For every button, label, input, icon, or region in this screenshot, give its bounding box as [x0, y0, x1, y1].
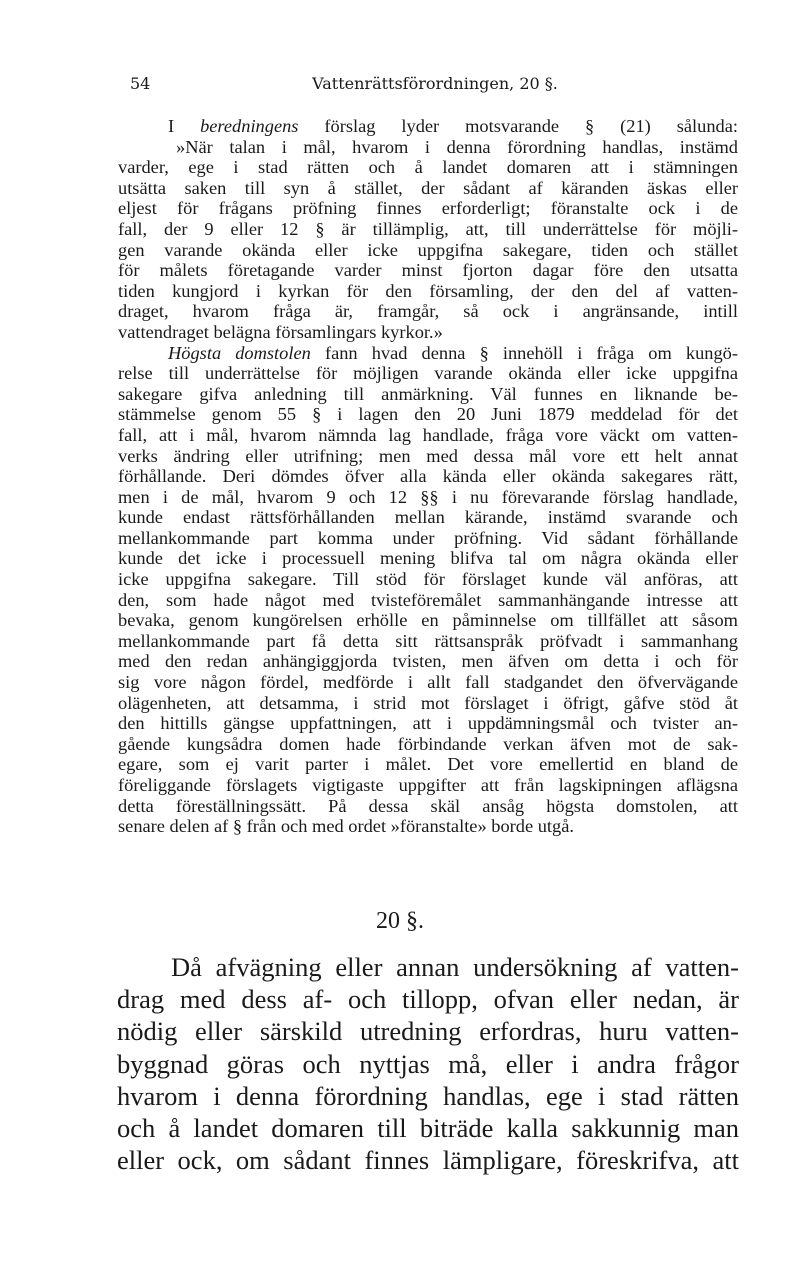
intro-line: I beredningens förslag lyder motsvarande § (21) sålunda: [168, 116, 738, 136]
court-line: verks ändring eller utrifning; men med dessa mål vore ett helt annat [118, 445, 738, 466]
court-line: förhållande. Deri dömdes öfver alla kända eller okända sakegares rätt, [118, 466, 738, 487]
court-line: mellankommande part komma under pröfning. Vid sådant förhållande [118, 527, 738, 548]
court-line: med den redan anhängiggjorda tvisten, men äfven om detta i och för [118, 651, 738, 672]
section-line: byggnad göras och nyttjas må, eller i andra frågor [117, 1048, 739, 1079]
page-header [130, 74, 740, 98]
court-line: bevaka, genom kungörelsen erhölle en påminnelse om tillfället att såsom [118, 610, 738, 631]
court-line: den, som hade något med tvisteföremålet sammanhängande intresse att [118, 589, 738, 610]
section-heading: 20 §. [376, 908, 424, 934]
court-line: sakegare gifva anledning till anmärkning. Väl funnes en liknande be- [118, 383, 738, 404]
quote-line: »När talan i mål, hvarom i denna förordning handlas, instämd [176, 136, 738, 157]
quote-line: eljest för frågans pröfning finnes erforderligt; föranstalte ock i de [118, 198, 738, 219]
court-line: föreliggande förslagets vigtigaste uppgifter att från lagskipningen aflägsna [118, 775, 738, 795]
quote-line: varder, ege i stad rätten och å landet domaren att i stämningen [118, 157, 738, 178]
quote-line: fall, der 9 eller 12 § är tillämplig, att, till underrättelse för möjli- [118, 218, 738, 239]
court-line: icke uppgifna sakegare. Till stöd för förslaget kunde väl anföras, att [118, 569, 738, 590]
section-line: nödig eller särskild utredning erfordras, huru vatten- [117, 1016, 739, 1047]
court-line: egare, som ej varit parter i målet. Det vore emellertid en bland de [118, 754, 738, 775]
section-line: eller ock, om sådant finnes lämpligare, föreskrifva, att [117, 1145, 739, 1176]
court-first-line: Högsta domstolen fann hvad denna § innehöll i fråga om kungö- [168, 342, 738, 363]
quote-line: gen varande okända eller icke uppgifna sakegare, tiden och stället [118, 239, 738, 260]
quote-line: tiden kungjord i kyrkan för den församling, der den del af vatten- [118, 280, 738, 301]
section-line: och å landet domaren till biträde kalla sakkunnig man [117, 1113, 739, 1144]
court-line: relse till underrättelse för möjligen varande okända eller icke uppgifna [118, 363, 738, 384]
court-line: detta föreställningssätt. På dessa skäl ansåg högsta domstolen, att [118, 795, 738, 816]
court-line: olägenheten, att detsamma, i strid mot förslaget i öfrigt, gåfve stöd åt [118, 692, 738, 713]
court-line: senare delen af § från och med ordet »föranstalte» borde utgå. [118, 816, 574, 837]
court-line: kunde det icke i processuell mening blifva tal om några okända eller [118, 548, 738, 569]
court-line: kunde endast rättsförhållanden mellan kärande, instämd svarande och [118, 507, 738, 528]
court-line: men i de mål, hvarom 9 och 12 §§ i nu förevarande förslag handlade, [118, 486, 738, 507]
court-line: den hittills gängse uppfattningen, att i uppdämningsmål och tvister an- [118, 713, 738, 734]
quote-line: vattendraget belägna församlingars kyrkor.» [118, 321, 443, 342]
court-line: fall, att i mål, hvarom nämnda lag handlade, fråga vore väckt om vatten- [118, 424, 738, 445]
court-line: stämmelse genom 55 § i lagen den 20 Juni 1879 meddelad för det [118, 404, 738, 425]
quote-line: utsätta saken till syn å stället, der sådant af käranden äskas eller [118, 177, 738, 198]
section-line: Då afvägning eller annan undersökning af vatten- [171, 952, 739, 982]
quote-line: för målets företagande varder minst fjorton dagar före den utsatta [118, 260, 738, 281]
quote-line: draget, hvarom fråga är, framgår, så ock i angränsande, intill [118, 301, 738, 322]
section-line: hvarom i denna förordning handlas, ege i stad rätten [117, 1080, 739, 1111]
page-number: 54 [130, 74, 151, 93]
court-line: sig vore någon fördel, medförde i allt fall stadgandet den öfvervägande [118, 672, 738, 693]
section-text [117, 951, 739, 1176]
running-title: Vattenrättsförordningen, 20 §. [312, 74, 558, 93]
court-line: mellankommande part få detta sitt rättsanspråk pröfvadt i sammanhang [118, 630, 738, 651]
intro-italic: beredningens [200, 116, 299, 136]
section-line: drag med dess af- och tillopp, ofvan eller nedan, är [117, 984, 739, 1015]
court-italic: Högsta domstolen [168, 342, 311, 363]
court-line: gående kungsådra domen hade förbindande verkan äfven mot de sak- [118, 733, 738, 754]
commentary-text [118, 116, 738, 837]
